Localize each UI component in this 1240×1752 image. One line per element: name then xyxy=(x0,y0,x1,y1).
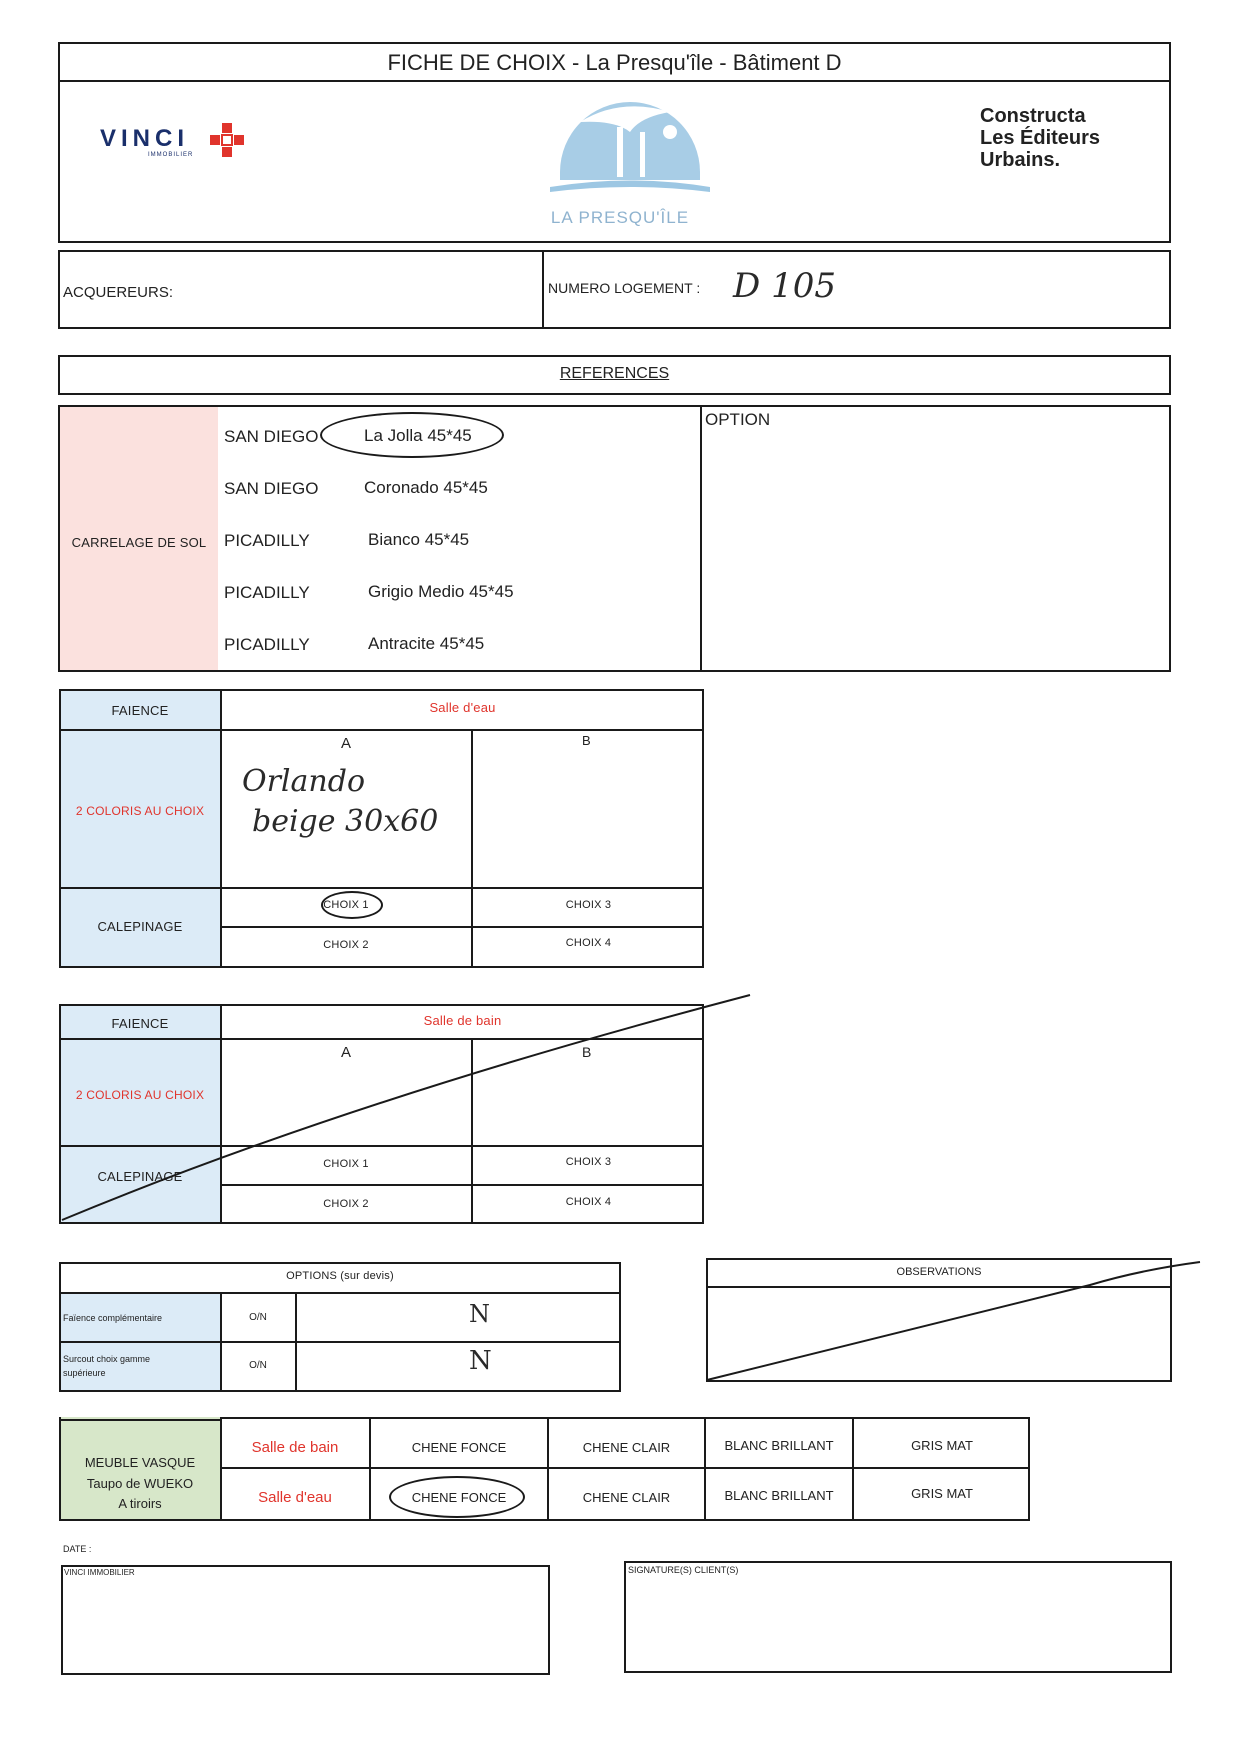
faience-col-a: A xyxy=(341,1044,352,1061)
choix-cell[interactable]: CHOIX 2 xyxy=(323,1198,369,1210)
hline xyxy=(221,1467,1030,1469)
faience-room: Salle de bain xyxy=(423,1013,502,1028)
hline xyxy=(59,1341,621,1343)
hline xyxy=(221,1184,704,1186)
constructa-line1: Constructa xyxy=(980,105,1086,127)
vline xyxy=(369,1417,371,1521)
choix-cell[interactable]: CHOIX 1 xyxy=(323,1158,369,1170)
choix-cell[interactable]: CHOIX 2 xyxy=(323,939,369,951)
client-signature-label: SIGNATURE(S) CLIENT(S) xyxy=(628,1565,739,1575)
hline xyxy=(59,1292,621,1294)
faience-col-b: B xyxy=(582,1044,592,1060)
option-label-line2: supérieure xyxy=(63,1368,106,1378)
meuble-selected-circle xyxy=(389,1476,525,1518)
date-label: DATE : xyxy=(63,1544,92,1554)
hline xyxy=(708,1286,1170,1288)
constructa-logo xyxy=(980,105,1160,171)
carrelage-model[interactable]: Bianco 45*45 xyxy=(368,530,470,549)
frame xyxy=(59,1004,704,1224)
acquereurs-divider xyxy=(542,250,544,329)
faience-label: FAIENCE xyxy=(111,1016,169,1031)
hline xyxy=(59,887,704,889)
choix-cell[interactable]: CHOIX 3 xyxy=(565,1156,612,1168)
carrelage-brand: SAN DIEGO xyxy=(224,427,319,446)
option-label-line1: Surcout choix gamme xyxy=(63,1354,151,1364)
carrelage-selected-circle xyxy=(320,412,504,458)
la-presquile-logo xyxy=(520,92,720,232)
meuble-label-line3: A tiroirs xyxy=(118,1496,162,1511)
meuble-room: Salle de bain xyxy=(251,1439,339,1456)
island-tree-icon xyxy=(520,92,720,202)
faience-col-b: B xyxy=(582,733,591,748)
hline xyxy=(59,729,704,731)
vline xyxy=(220,1004,222,1224)
option-value[interactable]: N xyxy=(469,1300,490,1328)
constructa-line2: Les Éditeurs xyxy=(980,127,1101,149)
observations-title: OBSERVATIONS xyxy=(896,1266,982,1278)
hline xyxy=(221,926,704,928)
meuble-label-line1: MEUBLE VASQUE xyxy=(84,1455,196,1470)
frame-top-left xyxy=(59,1419,221,1421)
calepinage-label: CALEPINAGE xyxy=(97,919,183,934)
constructa-line3: Urbains. xyxy=(980,149,1061,171)
numero-logement-value[interactable]: D 105 xyxy=(733,266,836,306)
faience-col-a: A xyxy=(341,735,352,752)
options-title: OPTIONS (sur devis) xyxy=(286,1270,394,1282)
faience-handwritten-line1[interactable]: Orlando xyxy=(242,764,366,799)
choix-selected-circle xyxy=(321,891,383,919)
vinci-cross-icon xyxy=(210,123,244,157)
meuble-option[interactable]: CHENE FONCE xyxy=(411,1440,507,1455)
carrelage-brand: PICADILLY xyxy=(224,635,310,654)
carrelage-model[interactable]: Grigio Medio 45*45 xyxy=(368,582,514,601)
vinci-logo-text: VINCI xyxy=(100,125,190,152)
calepinage-label: CALEPINAGE xyxy=(97,1169,183,1184)
meuble-option[interactable]: BLANC BRILLANT xyxy=(724,1488,834,1503)
meuble-label-line2: Taupo de WUEKO xyxy=(86,1476,194,1491)
options-table xyxy=(59,1262,621,1392)
carrelage-label: CARRELAGE DE SOL xyxy=(71,535,207,550)
vline xyxy=(295,1292,297,1392)
carrelage-model[interactable]: Coronado 45*45 xyxy=(364,478,488,497)
carrelage-option-divider xyxy=(700,405,702,672)
acquereurs-label: ACQUEREURS: xyxy=(63,284,174,301)
hline xyxy=(59,1145,704,1147)
faience-bain-table xyxy=(59,1004,704,1224)
meuble-option[interactable]: GRIS MAT xyxy=(911,1486,973,1501)
choix-cell[interactable]: CHOIX 3 xyxy=(565,899,612,911)
hline xyxy=(59,1038,704,1040)
frame-top xyxy=(221,1417,1030,1419)
vline xyxy=(471,729,473,968)
vinci-logo-subtext: IMMOBILIER xyxy=(148,152,194,158)
option-yn: O/N xyxy=(249,1360,267,1371)
meuble-option[interactable]: CHENE CLAIR xyxy=(582,1440,671,1455)
client-signature-box[interactable] xyxy=(624,1561,1172,1673)
faience-eau-table xyxy=(59,689,704,968)
meuble-table xyxy=(59,1417,1030,1521)
option-label: Faïence complémentaire xyxy=(63,1313,163,1323)
meuble-room: Salle d'eau xyxy=(258,1489,332,1506)
choix-cell[interactable]: CHOIX 4 xyxy=(565,937,612,949)
faience-colors-label: 2 COLORIS AU CHOIX xyxy=(75,1088,205,1102)
carrelage-model[interactable]: La Jolla 45*45 xyxy=(364,426,472,445)
meuble-option[interactable]: CHENE FONCE xyxy=(411,1490,507,1505)
carrelage-brand: PICADILLY xyxy=(224,583,310,602)
vline xyxy=(547,1417,549,1521)
carrelage-option-label: OPTION xyxy=(705,410,771,429)
faience-colors-label: 2 COLORIS AU CHOIX xyxy=(75,804,205,818)
option-yn: O/N xyxy=(249,1312,267,1323)
carrelage-brand: SAN DIEGO xyxy=(224,479,319,498)
references-title: REFERENCES xyxy=(559,365,670,382)
vline xyxy=(704,1417,706,1521)
meuble-option[interactable]: GRIS MAT xyxy=(911,1438,973,1453)
la-presquile-caption: LA PRESQU'ÎLE xyxy=(550,208,690,227)
meuble-option[interactable]: CHENE CLAIR xyxy=(582,1490,671,1505)
option-value[interactable]: N xyxy=(469,1346,492,1376)
vinci-signature-box[interactable] xyxy=(61,1565,550,1675)
faience-room: Salle d'eau xyxy=(429,700,496,715)
carrelage-model[interactable]: Antracite 45*45 xyxy=(368,634,485,653)
meuble-option[interactable]: BLANC BRILLANT xyxy=(724,1438,834,1453)
choix-cell[interactable]: CHOIX 4 xyxy=(565,1196,612,1208)
numero-logement-label: NUMERO LOGEMENT : xyxy=(548,280,701,296)
page-title: FICHE DE CHOIX - La Presqu'île - Bâtiment D xyxy=(387,50,842,75)
faience-label: FAIENCE xyxy=(111,703,169,718)
faience-handwritten-line2[interactable]: beige 30x60 xyxy=(252,804,439,839)
observations-box xyxy=(706,1258,1172,1382)
vinci-logo xyxy=(100,125,260,165)
vline xyxy=(852,1417,854,1521)
carrelage-brand: PICADILLY xyxy=(224,531,310,550)
vinci-signature-label: VINCI IMMOBILIER xyxy=(64,1568,135,1577)
vline xyxy=(220,1292,222,1392)
choix-cell[interactable]: CHOIX 1 xyxy=(323,899,369,911)
